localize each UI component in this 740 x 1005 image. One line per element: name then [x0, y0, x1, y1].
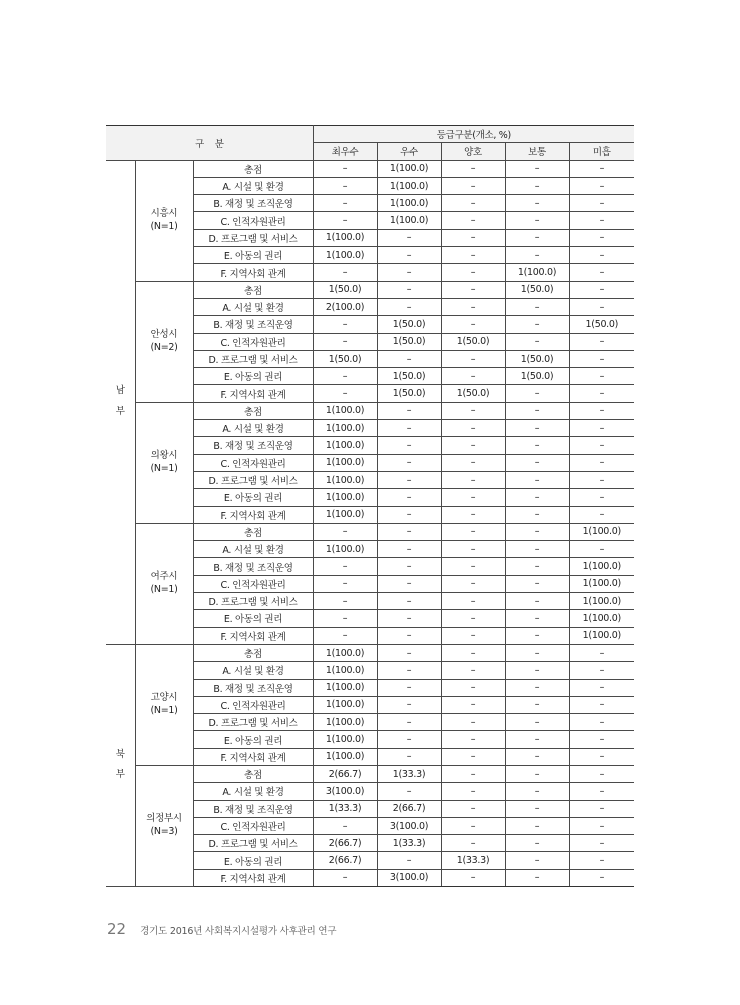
value-cell-excellent: – [313, 869, 377, 886]
value-cell-excellent: 1(100.0) [313, 247, 377, 264]
value-cell-poor: 1(100.0) [569, 627, 634, 644]
value-cell-excellent: 1(100.0) [313, 420, 377, 437]
category-cell: E. 아동의 권리 [193, 247, 313, 264]
value-cell-poor: – [569, 679, 634, 696]
value-cell-average: – [505, 541, 569, 558]
table-row [106, 160, 634, 177]
city-count: (N=1) [150, 220, 178, 232]
value-cell-excellent: – [313, 627, 377, 644]
value-cell-poor: 1(100.0) [569, 610, 634, 627]
value-cell-average: – [505, 644, 569, 661]
category-cell: E. 아동의 권리 [193, 731, 313, 748]
value-cell-average: – [505, 333, 569, 350]
value-cell-average: – [505, 177, 569, 194]
value-cell-average: – [505, 835, 569, 852]
value-cell-excellent: – [313, 316, 377, 333]
value-cell-good: 1(50.0) [377, 385, 441, 402]
value-cell-good: – [377, 229, 441, 246]
value-cell-fair: – [441, 298, 505, 315]
region-cell [106, 160, 135, 644]
category-cell: F. 지역사회 관계 [193, 869, 313, 886]
value-cell-fair: – [441, 350, 505, 367]
value-cell-excellent: – [313, 195, 377, 212]
value-cell-excellent: 2(66.7) [313, 852, 377, 869]
value-cell-good: – [377, 679, 441, 696]
value-cell-excellent: 1(50.0) [313, 281, 377, 298]
value-cell-excellent: – [313, 264, 377, 281]
city-count: (N=2) [150, 341, 178, 353]
value-cell-fair: – [441, 575, 505, 592]
value-cell-fair: – [441, 765, 505, 782]
value-cell-poor: – [569, 489, 634, 506]
grade-header-good: 우수 [377, 143, 441, 160]
value-cell-average: – [505, 402, 569, 419]
value-cell-poor: – [569, 298, 634, 315]
value-cell-average: – [505, 195, 569, 212]
category-cell: 총점 [193, 281, 313, 298]
category-cell: F. 지역사회 관계 [193, 627, 313, 644]
value-cell-excellent: 1(100.0) [313, 714, 377, 731]
category-cell: B. 재정 및 조직운영 [193, 195, 313, 212]
category-cell: F. 지역사회 관계 [193, 748, 313, 765]
region-cell [106, 644, 135, 886]
value-cell-average: – [505, 593, 569, 610]
category-cell: 총점 [193, 402, 313, 419]
category-cell: A. 시설 및 환경 [193, 420, 313, 437]
category-cell: A. 시설 및 환경 [193, 541, 313, 558]
value-cell-excellent: 1(100.0) [313, 437, 377, 454]
value-cell-excellent: 2(66.7) [313, 835, 377, 852]
category-cell: E. 아동의 권리 [193, 610, 313, 627]
value-cell-good: – [377, 558, 441, 575]
grade-header-fair: 양호 [441, 143, 505, 160]
value-cell-excellent: 1(100.0) [313, 748, 377, 765]
value-cell-poor: – [569, 437, 634, 454]
value-cell-excellent: 3(100.0) [313, 783, 377, 800]
value-cell-fair: – [441, 696, 505, 713]
city-name: 의정부시 [146, 813, 182, 825]
value-cell-average: – [505, 662, 569, 679]
value-cell-poor: – [569, 195, 634, 212]
value-cell-good: – [377, 420, 441, 437]
value-cell-good: – [377, 454, 441, 471]
page-footer [107, 920, 336, 938]
value-cell-poor: – [569, 264, 634, 281]
value-cell-good: 1(100.0) [377, 195, 441, 212]
value-cell-good: – [377, 298, 441, 315]
value-cell-good: – [377, 523, 441, 540]
gubun-header: 구 분 [106, 126, 313, 161]
category-cell: 총점 [193, 765, 313, 782]
value-cell-good: 2(66.7) [377, 800, 441, 817]
category-cell: C. 인적자원관리 [193, 212, 313, 229]
value-cell-poor: – [569, 420, 634, 437]
grade-table [106, 125, 634, 887]
value-cell-poor: – [569, 541, 634, 558]
value-cell-average: – [505, 212, 569, 229]
city-cell [135, 644, 193, 765]
category-cell: B. 재정 및 조직운영 [193, 558, 313, 575]
category-cell: F. 지역사회 관계 [193, 506, 313, 523]
value-cell-average: – [505, 610, 569, 627]
value-cell-poor: – [569, 506, 634, 523]
value-cell-fair: 1(50.0) [441, 385, 505, 402]
category-cell: B. 재정 및 조직운영 [193, 800, 313, 817]
value-cell-poor: – [569, 333, 634, 350]
value-cell-fair: – [441, 281, 505, 298]
city-cell [135, 402, 193, 523]
value-cell-poor: – [569, 402, 634, 419]
value-cell-fair: – [441, 437, 505, 454]
value-cell-fair: – [441, 593, 505, 610]
value-cell-average: – [505, 160, 569, 177]
city-count: (N=3) [150, 826, 178, 838]
value-cell-poor: – [569, 852, 634, 869]
value-cell-average: – [505, 298, 569, 315]
value-cell-fair: – [441, 662, 505, 679]
value-cell-good: 1(50.0) [377, 368, 441, 385]
value-cell-good: – [377, 748, 441, 765]
value-cell-poor: – [569, 800, 634, 817]
value-cell-fair: – [441, 195, 505, 212]
category-cell: D. 프로그램 및 서비스 [193, 350, 313, 367]
value-cell-average: – [505, 471, 569, 488]
value-cell-good: – [377, 662, 441, 679]
value-cell-excellent: 2(100.0) [313, 298, 377, 315]
value-cell-fair: – [441, 817, 505, 834]
category-cell: C. 인적자원관리 [193, 696, 313, 713]
category-cell: E. 아동의 권리 [193, 368, 313, 385]
grade-header-excellent: 최우수 [313, 143, 377, 160]
value-cell-average: – [505, 316, 569, 333]
value-cell-fair: – [441, 541, 505, 558]
value-cell-excellent: 1(100.0) [313, 731, 377, 748]
category-cell: C. 인적자원관리 [193, 333, 313, 350]
value-cell-poor: – [569, 817, 634, 834]
city-name: 안성시 [150, 328, 178, 340]
value-cell-fair: – [441, 247, 505, 264]
value-cell-poor: – [569, 385, 634, 402]
value-cell-fair: – [441, 679, 505, 696]
value-cell-good: – [377, 627, 441, 644]
value-cell-fair: – [441, 523, 505, 540]
value-cell-excellent: – [313, 610, 377, 627]
value-cell-average: – [505, 558, 569, 575]
value-cell-excellent: – [313, 333, 377, 350]
value-cell-good: – [377, 247, 441, 264]
value-cell-excellent: – [313, 593, 377, 610]
value-cell-excellent: – [313, 575, 377, 592]
value-cell-poor: – [569, 748, 634, 765]
value-cell-fair: – [441, 229, 505, 246]
value-cell-poor: – [569, 471, 634, 488]
value-cell-poor: 1(100.0) [569, 523, 634, 540]
value-cell-average: – [505, 627, 569, 644]
value-cell-poor: – [569, 869, 634, 886]
value-cell-average: 1(100.0) [505, 264, 569, 281]
value-cell-good: 3(100.0) [377, 869, 441, 886]
value-cell-good: – [377, 610, 441, 627]
value-cell-poor: – [569, 212, 634, 229]
value-cell-poor: – [569, 368, 634, 385]
category-cell: F. 지역사회 관계 [193, 385, 313, 402]
category-cell: 총점 [193, 523, 313, 540]
value-cell-average: – [505, 575, 569, 592]
value-cell-excellent: – [313, 817, 377, 834]
region-label-char: 부 [115, 406, 125, 418]
footer-title: 경기도 2016년 사회복지시설평가 사후관리 연구 [140, 926, 337, 937]
value-cell-good: – [377, 402, 441, 419]
category-cell: D. 프로그램 및 서비스 [193, 593, 313, 610]
city-name: 시흥시 [150, 207, 178, 219]
value-cell-fair: – [441, 177, 505, 194]
category-cell: D. 프로그램 및 서비스 [193, 229, 313, 246]
value-cell-excellent: 1(100.0) [313, 471, 377, 488]
value-cell-fair: – [441, 420, 505, 437]
value-cell-good: – [377, 437, 441, 454]
value-cell-poor: 1(100.0) [569, 593, 634, 610]
value-cell-good: 1(33.3) [377, 765, 441, 782]
value-cell-average: – [505, 420, 569, 437]
value-cell-fair: – [441, 731, 505, 748]
value-cell-poor: 1(100.0) [569, 558, 634, 575]
table-row [106, 644, 634, 661]
value-cell-poor: 1(50.0) [569, 316, 634, 333]
value-cell-good: – [377, 281, 441, 298]
table-row [106, 523, 634, 540]
city-name: 의왕시 [150, 449, 178, 461]
value-cell-fair: – [441, 714, 505, 731]
value-cell-fair: – [441, 835, 505, 852]
value-cell-poor: – [569, 454, 634, 471]
value-cell-excellent: – [313, 177, 377, 194]
value-cell-excellent: 1(100.0) [313, 489, 377, 506]
city-name: 여주시 [150, 571, 178, 583]
value-cell-average: – [505, 247, 569, 264]
table-row [106, 281, 634, 298]
value-cell-fair: 1(50.0) [441, 333, 505, 350]
value-cell-poor: – [569, 783, 634, 800]
city-count: (N=1) [150, 462, 178, 474]
value-cell-good: – [377, 714, 441, 731]
value-cell-good: – [377, 471, 441, 488]
value-cell-excellent: 1(100.0) [313, 679, 377, 696]
city-name: 고양시 [150, 692, 178, 704]
value-cell-good: – [377, 783, 441, 800]
value-cell-average: – [505, 506, 569, 523]
city-cell [135, 765, 193, 886]
value-cell-excellent: – [313, 385, 377, 402]
value-cell-excellent: 1(100.0) [313, 644, 377, 661]
category-cell: 총점 [193, 644, 313, 661]
value-cell-excellent: 1(100.0) [313, 402, 377, 419]
category-cell: E. 아동의 권리 [193, 489, 313, 506]
grade-group-header: 등급구분(개소, %) [313, 126, 634, 143]
value-cell-fair: – [441, 368, 505, 385]
value-cell-fair: – [441, 402, 505, 419]
category-cell: B. 재정 및 조직운영 [193, 679, 313, 696]
category-cell: F. 지역사회 관계 [193, 264, 313, 281]
value-cell-average: – [505, 869, 569, 886]
value-cell-average: 1(50.0) [505, 281, 569, 298]
table-row [106, 402, 634, 419]
value-cell-fair: – [441, 264, 505, 281]
value-cell-fair: – [441, 489, 505, 506]
grade-header-average: 보통 [505, 143, 569, 160]
page-number: 22 [107, 920, 127, 938]
value-cell-good: 1(50.0) [377, 333, 441, 350]
category-cell: B. 재정 및 조직운영 [193, 316, 313, 333]
value-cell-excellent: 1(100.0) [313, 454, 377, 471]
category-cell: A. 시설 및 환경 [193, 298, 313, 315]
table-header [106, 126, 634, 161]
category-cell: E. 아동의 권리 [193, 852, 313, 869]
value-cell-poor: – [569, 662, 634, 679]
value-cell-excellent: 1(33.3) [313, 800, 377, 817]
value-cell-excellent: – [313, 558, 377, 575]
value-cell-good: 3(100.0) [377, 817, 441, 834]
value-cell-poor: – [569, 350, 634, 367]
table-body [106, 160, 634, 886]
category-cell: D. 프로그램 및 서비스 [193, 471, 313, 488]
value-cell-fair: – [441, 783, 505, 800]
value-cell-fair: – [441, 160, 505, 177]
value-cell-good: 1(100.0) [377, 212, 441, 229]
table-row [106, 765, 634, 782]
value-cell-average: – [505, 783, 569, 800]
value-cell-average: – [505, 714, 569, 731]
category-cell: A. 시설 및 환경 [193, 662, 313, 679]
city-count: (N=1) [150, 583, 178, 595]
category-cell: D. 프로그램 및 서비스 [193, 714, 313, 731]
value-cell-good: – [377, 593, 441, 610]
value-cell-average: 1(50.0) [505, 350, 569, 367]
header-row-1 [106, 126, 634, 143]
value-cell-average: – [505, 696, 569, 713]
value-cell-poor: 1(100.0) [569, 575, 634, 592]
value-cell-good: – [377, 644, 441, 661]
value-cell-average: – [505, 454, 569, 471]
value-cell-fair: – [441, 212, 505, 229]
value-cell-good: 1(100.0) [377, 177, 441, 194]
grade-header-poor: 미흡 [569, 143, 634, 160]
category-cell: C. 인적자원관리 [193, 575, 313, 592]
value-cell-fair: – [441, 627, 505, 644]
city-cell [135, 523, 193, 644]
value-cell-good: – [377, 489, 441, 506]
value-cell-good: 1(33.3) [377, 835, 441, 852]
value-cell-good: – [377, 852, 441, 869]
value-cell-good: – [377, 731, 441, 748]
value-cell-fair: – [441, 800, 505, 817]
value-cell-poor: – [569, 247, 634, 264]
value-cell-fair: – [441, 506, 505, 523]
value-cell-average: – [505, 800, 569, 817]
value-cell-excellent: – [313, 523, 377, 540]
city-cell [135, 281, 193, 402]
value-cell-fair: – [441, 558, 505, 575]
value-cell-good: – [377, 350, 441, 367]
value-cell-excellent: – [313, 160, 377, 177]
value-cell-good: 1(100.0) [377, 160, 441, 177]
value-cell-average: – [505, 731, 569, 748]
value-cell-fair: – [441, 869, 505, 886]
value-cell-poor: – [569, 281, 634, 298]
value-cell-excellent: 2(66.7) [313, 765, 377, 782]
value-cell-average: – [505, 817, 569, 834]
value-cell-average: – [505, 679, 569, 696]
value-cell-average: – [505, 489, 569, 506]
value-cell-poor: – [569, 731, 634, 748]
value-cell-poor: – [569, 714, 634, 731]
region-label-char: 남 [115, 385, 125, 397]
value-cell-poor: – [569, 696, 634, 713]
value-cell-fair: – [441, 316, 505, 333]
category-cell: C. 인적자원관리 [193, 817, 313, 834]
value-cell-excellent: 1(50.0) [313, 350, 377, 367]
city-cell [135, 160, 193, 281]
value-cell-average: – [505, 229, 569, 246]
value-cell-good: – [377, 506, 441, 523]
value-cell-fair: – [441, 610, 505, 627]
value-cell-poor: – [569, 835, 634, 852]
value-cell-poor: – [569, 177, 634, 194]
category-cell: C. 인적자원관리 [193, 454, 313, 471]
value-cell-good: – [377, 541, 441, 558]
value-cell-fair: – [441, 748, 505, 765]
value-cell-average: – [505, 385, 569, 402]
value-cell-excellent: 1(100.0) [313, 662, 377, 679]
value-cell-fair: – [441, 471, 505, 488]
value-cell-excellent: 1(100.0) [313, 541, 377, 558]
value-cell-excellent: – [313, 368, 377, 385]
value-cell-excellent: 1(100.0) [313, 229, 377, 246]
value-cell-average: 1(50.0) [505, 368, 569, 385]
value-cell-fair: 1(33.3) [441, 852, 505, 869]
region-label-char: 북 [115, 748, 125, 760]
value-cell-poor: – [569, 229, 634, 246]
category-cell: 총점 [193, 160, 313, 177]
city-count: (N=1) [150, 704, 178, 716]
value-cell-good: – [377, 696, 441, 713]
value-cell-average: – [505, 765, 569, 782]
value-cell-excellent: 1(100.0) [313, 696, 377, 713]
region-label-char: 부 [115, 769, 125, 781]
category-cell: A. 시설 및 환경 [193, 783, 313, 800]
value-cell-good: 1(50.0) [377, 316, 441, 333]
value-cell-average: – [505, 748, 569, 765]
value-cell-good: – [377, 575, 441, 592]
value-cell-poor: – [569, 644, 634, 661]
value-cell-average: – [505, 437, 569, 454]
value-cell-fair: – [441, 454, 505, 471]
value-cell-average: – [505, 852, 569, 869]
value-cell-excellent: – [313, 212, 377, 229]
value-cell-poor: – [569, 160, 634, 177]
value-cell-good: – [377, 264, 441, 281]
value-cell-poor: – [569, 765, 634, 782]
value-cell-fair: – [441, 644, 505, 661]
value-cell-excellent: 1(100.0) [313, 506, 377, 523]
category-cell: D. 프로그램 및 서비스 [193, 835, 313, 852]
category-cell: A. 시설 및 환경 [193, 177, 313, 194]
category-cell: B. 재정 및 조직운영 [193, 437, 313, 454]
value-cell-average: – [505, 523, 569, 540]
